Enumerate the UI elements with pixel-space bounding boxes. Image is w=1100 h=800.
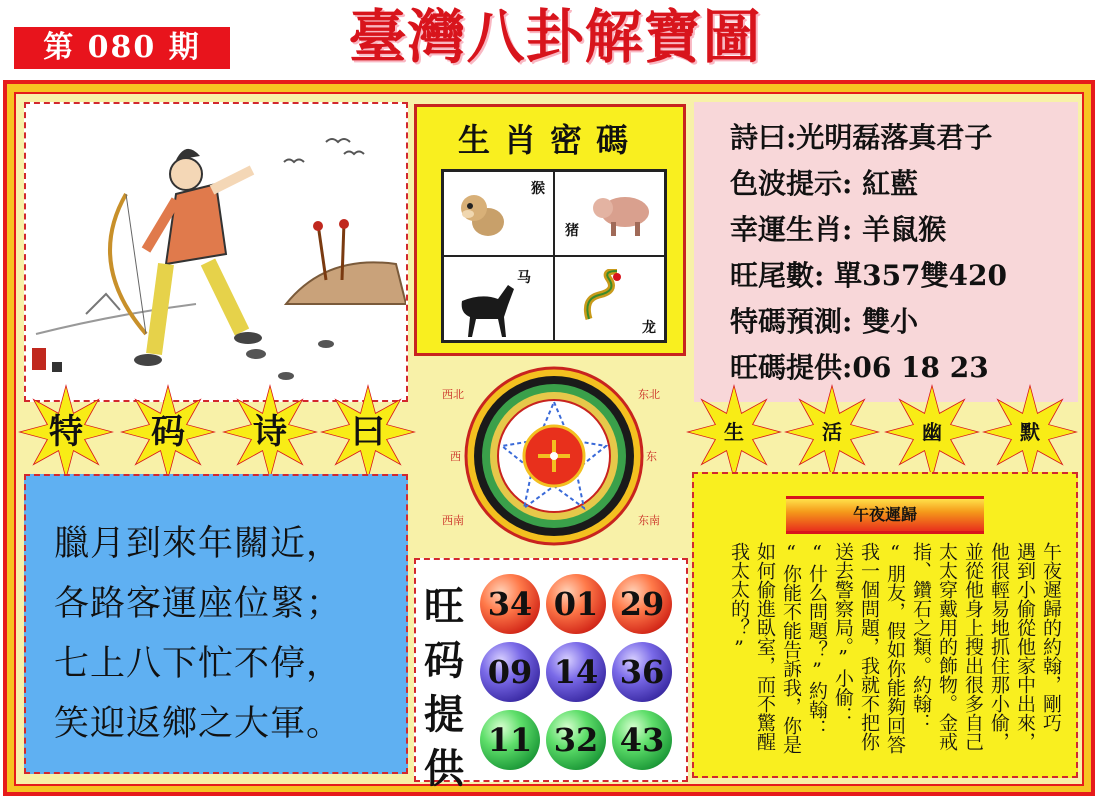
monkey-icon xyxy=(454,184,514,244)
zodiac-cell-horse xyxy=(443,256,554,341)
prediction-info-panel xyxy=(694,102,1078,402)
compass-icon xyxy=(438,362,670,548)
number-ball: 34 xyxy=(480,574,540,634)
number-ball: 09 xyxy=(480,642,540,702)
number-ball: 14 xyxy=(546,642,606,702)
number-ball: 11 xyxy=(480,710,540,770)
humor-story-panel xyxy=(692,472,1078,778)
star-label: 码 xyxy=(151,412,185,452)
zodiac-cell-pig xyxy=(554,171,665,256)
star-label: 曰 xyxy=(351,412,385,452)
hot-numbers-panel xyxy=(414,558,688,792)
story-column: “你能不能告訴我，你是 xyxy=(780,542,802,754)
star-label: 生 xyxy=(724,420,744,444)
star-label: 诗 xyxy=(253,412,287,452)
hot-numbers-label-char: 供 xyxy=(424,745,464,792)
info-special-prediction: 特碼預測: 雙小 xyxy=(730,305,919,338)
star-label: 活 xyxy=(822,420,842,444)
poem-line-3: 七上八下忙不停， xyxy=(54,644,343,684)
zodiac-label-pig: 猪 xyxy=(565,223,579,239)
hot-numbers-label xyxy=(422,580,466,796)
poem-line-4: 笑迎返鄉之大軍。 xyxy=(54,704,343,744)
zodiac-cell-dragon xyxy=(554,256,665,341)
hot-numbers-label-char: 旺 xyxy=(424,583,464,630)
zodiac-label-dragon: 龙 xyxy=(642,320,656,336)
page-title: 臺灣八卦解寶圖 xyxy=(348,3,762,71)
info-hot-numbers: 旺碼提供:06 18 23 xyxy=(730,351,989,384)
story-column: 我太太的？” xyxy=(728,542,750,659)
story-column: 指、鑽石之類。約翰： xyxy=(910,542,932,732)
story-title: 午夜遲歸 xyxy=(786,496,984,534)
story-column: 遇到小偷從他家中出來， xyxy=(1014,542,1036,751)
zodiac-label-monkey: 猴 xyxy=(531,181,545,197)
special-code-poem-panel xyxy=(24,474,408,774)
star-label: 默 xyxy=(1020,420,1040,444)
zodiac-code-panel xyxy=(414,104,686,356)
info-lucky-zodiac: 幸運生肖: 羊鼠猴 xyxy=(730,213,947,246)
dragon-icon xyxy=(577,269,637,333)
poem-line-2: 各路客運座位緊； xyxy=(54,584,343,624)
poem-line-1: 臘月到來年關近， xyxy=(54,524,343,564)
story-column: “朋友，假如你能夠回答 xyxy=(884,542,906,754)
zodiac-code-title: 生肖密碼 xyxy=(457,121,642,159)
story-column: 如何偷進臥室，而不驚醒 xyxy=(754,542,776,751)
info-tail-numbers: 旺尾數: 單357雙420 xyxy=(730,259,1007,292)
story-column: 他很輕易地抓住那小偷， xyxy=(988,542,1010,751)
horse-icon xyxy=(452,275,522,339)
zodiac-label-horse: 马 xyxy=(517,270,531,286)
zodiac-cell-monkey xyxy=(443,171,554,256)
hot-numbers-label-char: 码 xyxy=(424,637,464,684)
story-column: 我一個問題，我就不把你 xyxy=(858,542,880,751)
hot-numbers-label-char: 提 xyxy=(424,691,464,738)
number-ball: 36 xyxy=(612,642,672,702)
number-ball: 29 xyxy=(612,574,672,634)
info-poem-line: 詩曰:光明磊落真君子 xyxy=(730,121,993,154)
number-ball: 01 xyxy=(546,574,606,634)
pig-icon xyxy=(587,182,657,242)
story-column: 午夜遲歸的約翰，剛巧 xyxy=(1040,542,1062,732)
wheel-side-east: 东 xyxy=(646,450,657,463)
archer-illustration xyxy=(26,104,406,400)
wheel-corner-se: 东南 xyxy=(638,514,660,527)
number-ball: 43 xyxy=(612,710,672,770)
wheel-side-west: 西 xyxy=(450,450,461,463)
wheel-corner-nw: 西北 xyxy=(442,388,464,401)
bagua-compass-wheel xyxy=(438,362,670,548)
wheel-corner-sw: 西南 xyxy=(442,514,464,527)
story-column: “什么問題？”約翰： xyxy=(806,542,828,738)
issue-number-badge: 第 080 期 xyxy=(14,27,230,69)
info-color-hint: 色波提示: 紅藍 xyxy=(730,167,919,200)
archer-illustration-panel xyxy=(24,102,408,402)
star-label: 特 xyxy=(49,412,83,452)
zodiac-grid xyxy=(441,169,667,343)
story-column: 太太穿戴用的飾物。金戒 xyxy=(936,542,958,751)
story-column: 並從他身上搜出很多自己 xyxy=(962,542,984,751)
story-column: 送去警察局。”小偷： xyxy=(832,542,854,726)
wheel-corner-ne: 东北 xyxy=(638,388,660,401)
number-ball: 32 xyxy=(546,710,606,770)
star-label: 幽 xyxy=(922,420,942,444)
